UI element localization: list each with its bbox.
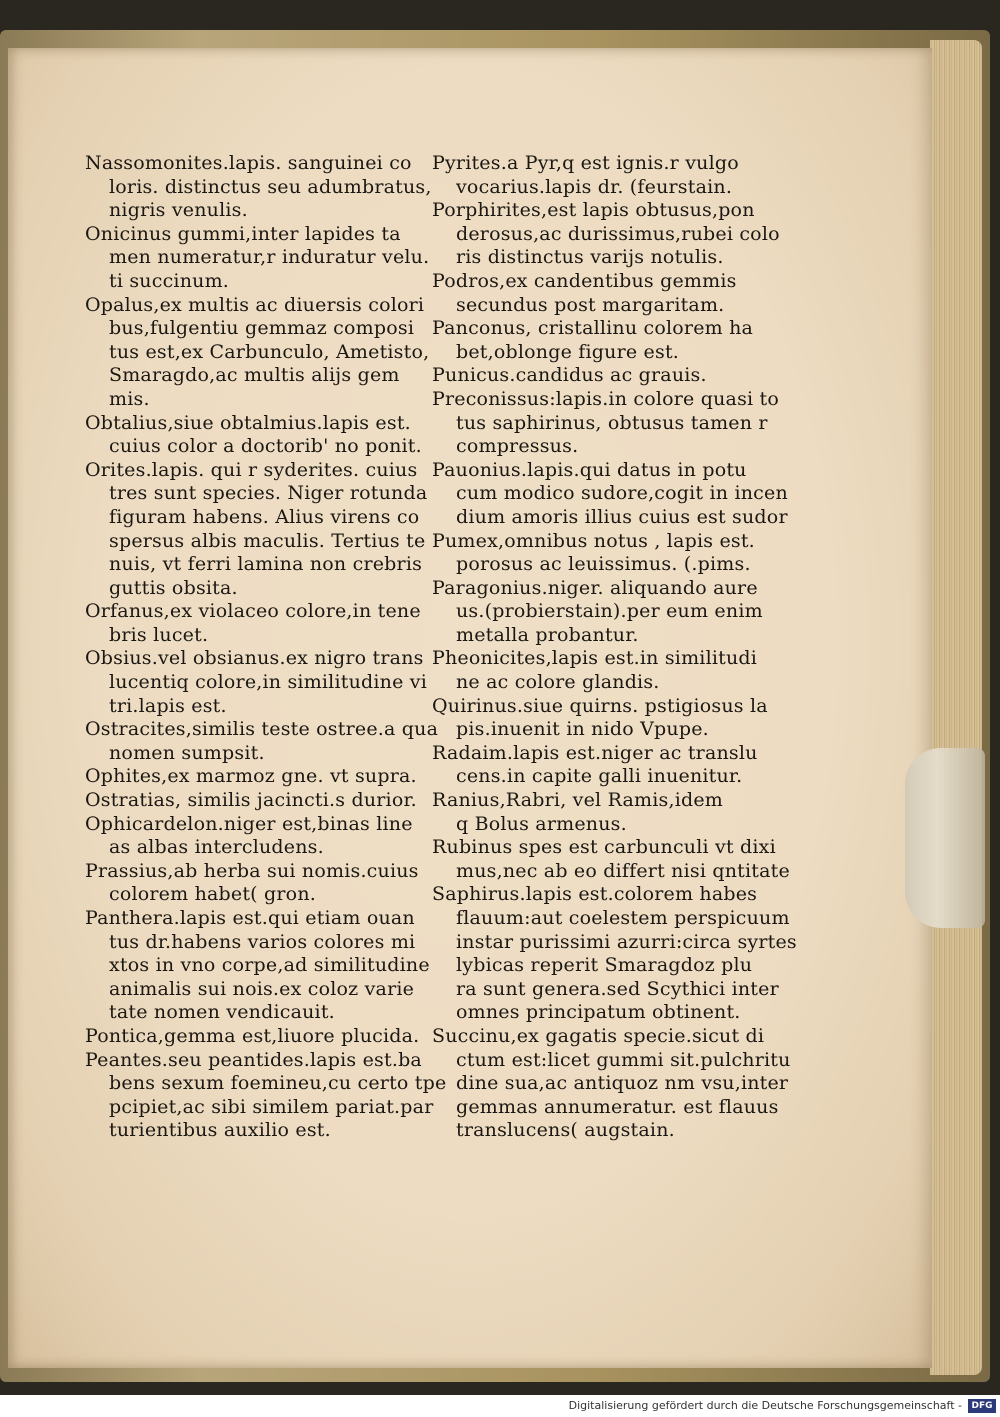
text-line: us.(probierstain).per eum enim: [456, 600, 763, 623]
text-line: Ophites,ex marmoz gne. vt supra.: [85, 765, 417, 788]
text-line: Onicinus gummi,inter lapides ta: [85, 222, 401, 245]
text-line: mis.: [109, 387, 150, 410]
text-line: nigris venulis.: [109, 199, 248, 222]
text-line: Pauonius.lapis.qui datus in potu: [432, 458, 747, 481]
text-line: Pheonicites,lapis est.in similitudi: [432, 647, 758, 670]
text-line: tus est,ex Carbunculo, Ametisto,: [109, 340, 430, 363]
text-line: colorem habet( gron.: [109, 883, 316, 906]
text-line: Ostratias, similis jacincti.s durior.: [85, 789, 417, 812]
text-line: ti succinum.: [109, 269, 230, 292]
text-line: Orfanus,ex violaceo colore,in tene: [85, 600, 421, 623]
text-line: q Bolus armenus.: [456, 812, 627, 835]
text-line: Pyrites.a Pyr,q est ignis.r vulgo: [432, 152, 739, 174]
text-line: as albas intercludens.: [109, 836, 324, 859]
text-line: Prassius,ab herba sui nomis.cuius: [85, 859, 419, 882]
text-line: loris. distinctus seu adumbratus,: [109, 175, 432, 198]
text-line: Nassomonites.lapis. sanguinei co: [85, 152, 412, 174]
text-line: men numeratur,r induratur velu.: [109, 246, 430, 269]
dfg-logo: DFG: [968, 1399, 996, 1413]
text-line: lybicas reperit Smaragdoz plu: [456, 954, 753, 977]
text-line: ris distinctus varijs notulis.: [456, 246, 724, 269]
text-line: figuram habens. Alius virens co: [109, 505, 420, 528]
text-line: Punicus.candidus ac grauis.: [432, 364, 707, 387]
text-line: compressus.: [456, 435, 579, 458]
text-line: pis.inuenit in nido Vpupe.: [456, 718, 709, 741]
text-line: bet,oblonge figure est.: [456, 340, 680, 363]
text-line: Panthera.lapis est.qui etiam ouan: [85, 907, 415, 929]
text-line: Smaragdo,ac multis alijs gem: [109, 364, 400, 387]
text-line: instar purissimi azurri:circa syrtes: [456, 930, 797, 953]
text-line: tus dr.habens varios colores mi: [109, 930, 416, 953]
text-line: bens sexum foemineu,cu certo tpe: [109, 1072, 447, 1095]
text-line: Porphirites,est lapis obtusus,pon: [432, 199, 755, 222]
text-line: cum modico sudore,cogit in incen: [456, 482, 788, 505]
text-line: pcipiet,ac sibi similem pariat.par: [109, 1095, 434, 1118]
text-line: nomen sumpsit.: [109, 741, 265, 764]
text-line: porosus ac leuissimus. (.pims.: [456, 553, 751, 576]
text-line: Succinu,ex gagatis specie.sicut di: [432, 1024, 765, 1047]
text-line: Pumex,omnibus notus , lapis est.: [432, 529, 755, 552]
text-line: secundus post margaritam.: [456, 293, 725, 316]
page-foredge: [930, 40, 982, 1375]
text-line: tres sunt species. Niger rotunda: [109, 482, 428, 505]
text-line: lucentiq colore,in similitudine vi: [109, 671, 427, 694]
text-line: dium amoris illius cuius est sudor: [456, 505, 788, 528]
text-line: Paragonius.niger. aliquando aure: [432, 576, 758, 599]
text-line: ne ac colore glandis.: [456, 671, 660, 694]
text-line: Panconus, cristallinu colorem ha: [432, 317, 754, 340]
text-line: Peantes.seu peantides.lapis est.ba: [85, 1048, 422, 1071]
text-line: ra sunt genera.sed Scythici inter: [456, 977, 779, 1000]
right-text-column: [432, 152, 797, 1143]
text-line: tate nomen vendicauit.: [109, 1001, 335, 1024]
text-line: Ostracites,similis teste ostree.a qua: [85, 718, 439, 741]
text-line: ctum est:licet gummi sit.pulchritu: [456, 1048, 791, 1071]
text-line: gemmas annumeratur. est flauus: [456, 1095, 779, 1118]
text-line: flauum:aut coelestem perspicuum: [456, 907, 790, 929]
text-line: Pontica,gemma est,liuore plucida.: [85, 1024, 420, 1047]
text-line: Radaim.lapis est.niger ac translu: [432, 741, 758, 764]
text-line: Podros,ex candentibus gemmis: [432, 269, 737, 292]
text-line: Obsius.vel obsianus.ex nigro trans: [85, 647, 424, 670]
text-line: Quirinus.siue quirns. pstigiosus la: [432, 694, 768, 717]
text-line: Rubinus spes est carbunculi vt dixi: [432, 836, 776, 859]
text-line: Ophicardelon.niger est,binas line: [85, 812, 413, 835]
text-line: bris lucet.: [109, 623, 209, 646]
text-line: Preconissus:lapis.in colore quasi to: [432, 387, 780, 410]
text-line: metalla probantur.: [456, 623, 639, 646]
text-line: Obtalius,siue obtalmius.lapis est.: [85, 411, 411, 434]
text-line: tus saphirinus, obtusus tamen r: [456, 411, 768, 434]
text-line: nuis, vt ferri lamina non crebris: [109, 553, 423, 576]
text-line: turientibus auxilio est.: [109, 1119, 331, 1142]
text-line: vocarius.lapis dr. (feurstain.: [456, 175, 733, 198]
text-line: Ranius,Rabri, vel Ramis,idem: [432, 789, 724, 812]
text-line: spersus albis maculis. Tertius te: [109, 529, 426, 552]
left-text-column: [85, 152, 447, 1143]
text-line: bus,fulgentiu gemmaz composi: [109, 317, 415, 340]
text-line: omnes principatum obtinent.: [456, 1001, 741, 1024]
text-line: mus,nec ab eo differt nisi qntitate: [456, 859, 790, 882]
text-line: dine sua,ac antiquoz nm vsu,inter: [456, 1072, 789, 1095]
text-line: Orites.lapis. qui r syderites. cuius: [85, 458, 418, 481]
text-line: xtos in vno corpe,ad similitudine: [109, 954, 430, 977]
page-clip: [905, 748, 985, 928]
text-line: derosus,ac durissimus,rubei colo: [456, 222, 780, 245]
digitization-credit: Digitalisierung gefördert durch die Deutsche Forschungsgemeinschaft -: [568, 1399, 962, 1412]
text-line: tri.lapis est.: [109, 694, 227, 717]
text-line: cuius color a doctorib' no ponit.: [109, 435, 422, 458]
text-line: guttis obsita.: [109, 576, 238, 599]
text-line: translucens( augstain.: [456, 1119, 675, 1142]
text-line: Opalus,ex multis ac diuersis colori: [85, 293, 425, 316]
text-line: cens.in capite galli inuenitur.: [456, 765, 743, 788]
text-line: animalis sui nois.ex coloz varie: [109, 977, 415, 1000]
text-line: Saphirus.lapis est.colorem habes: [432, 883, 758, 906]
